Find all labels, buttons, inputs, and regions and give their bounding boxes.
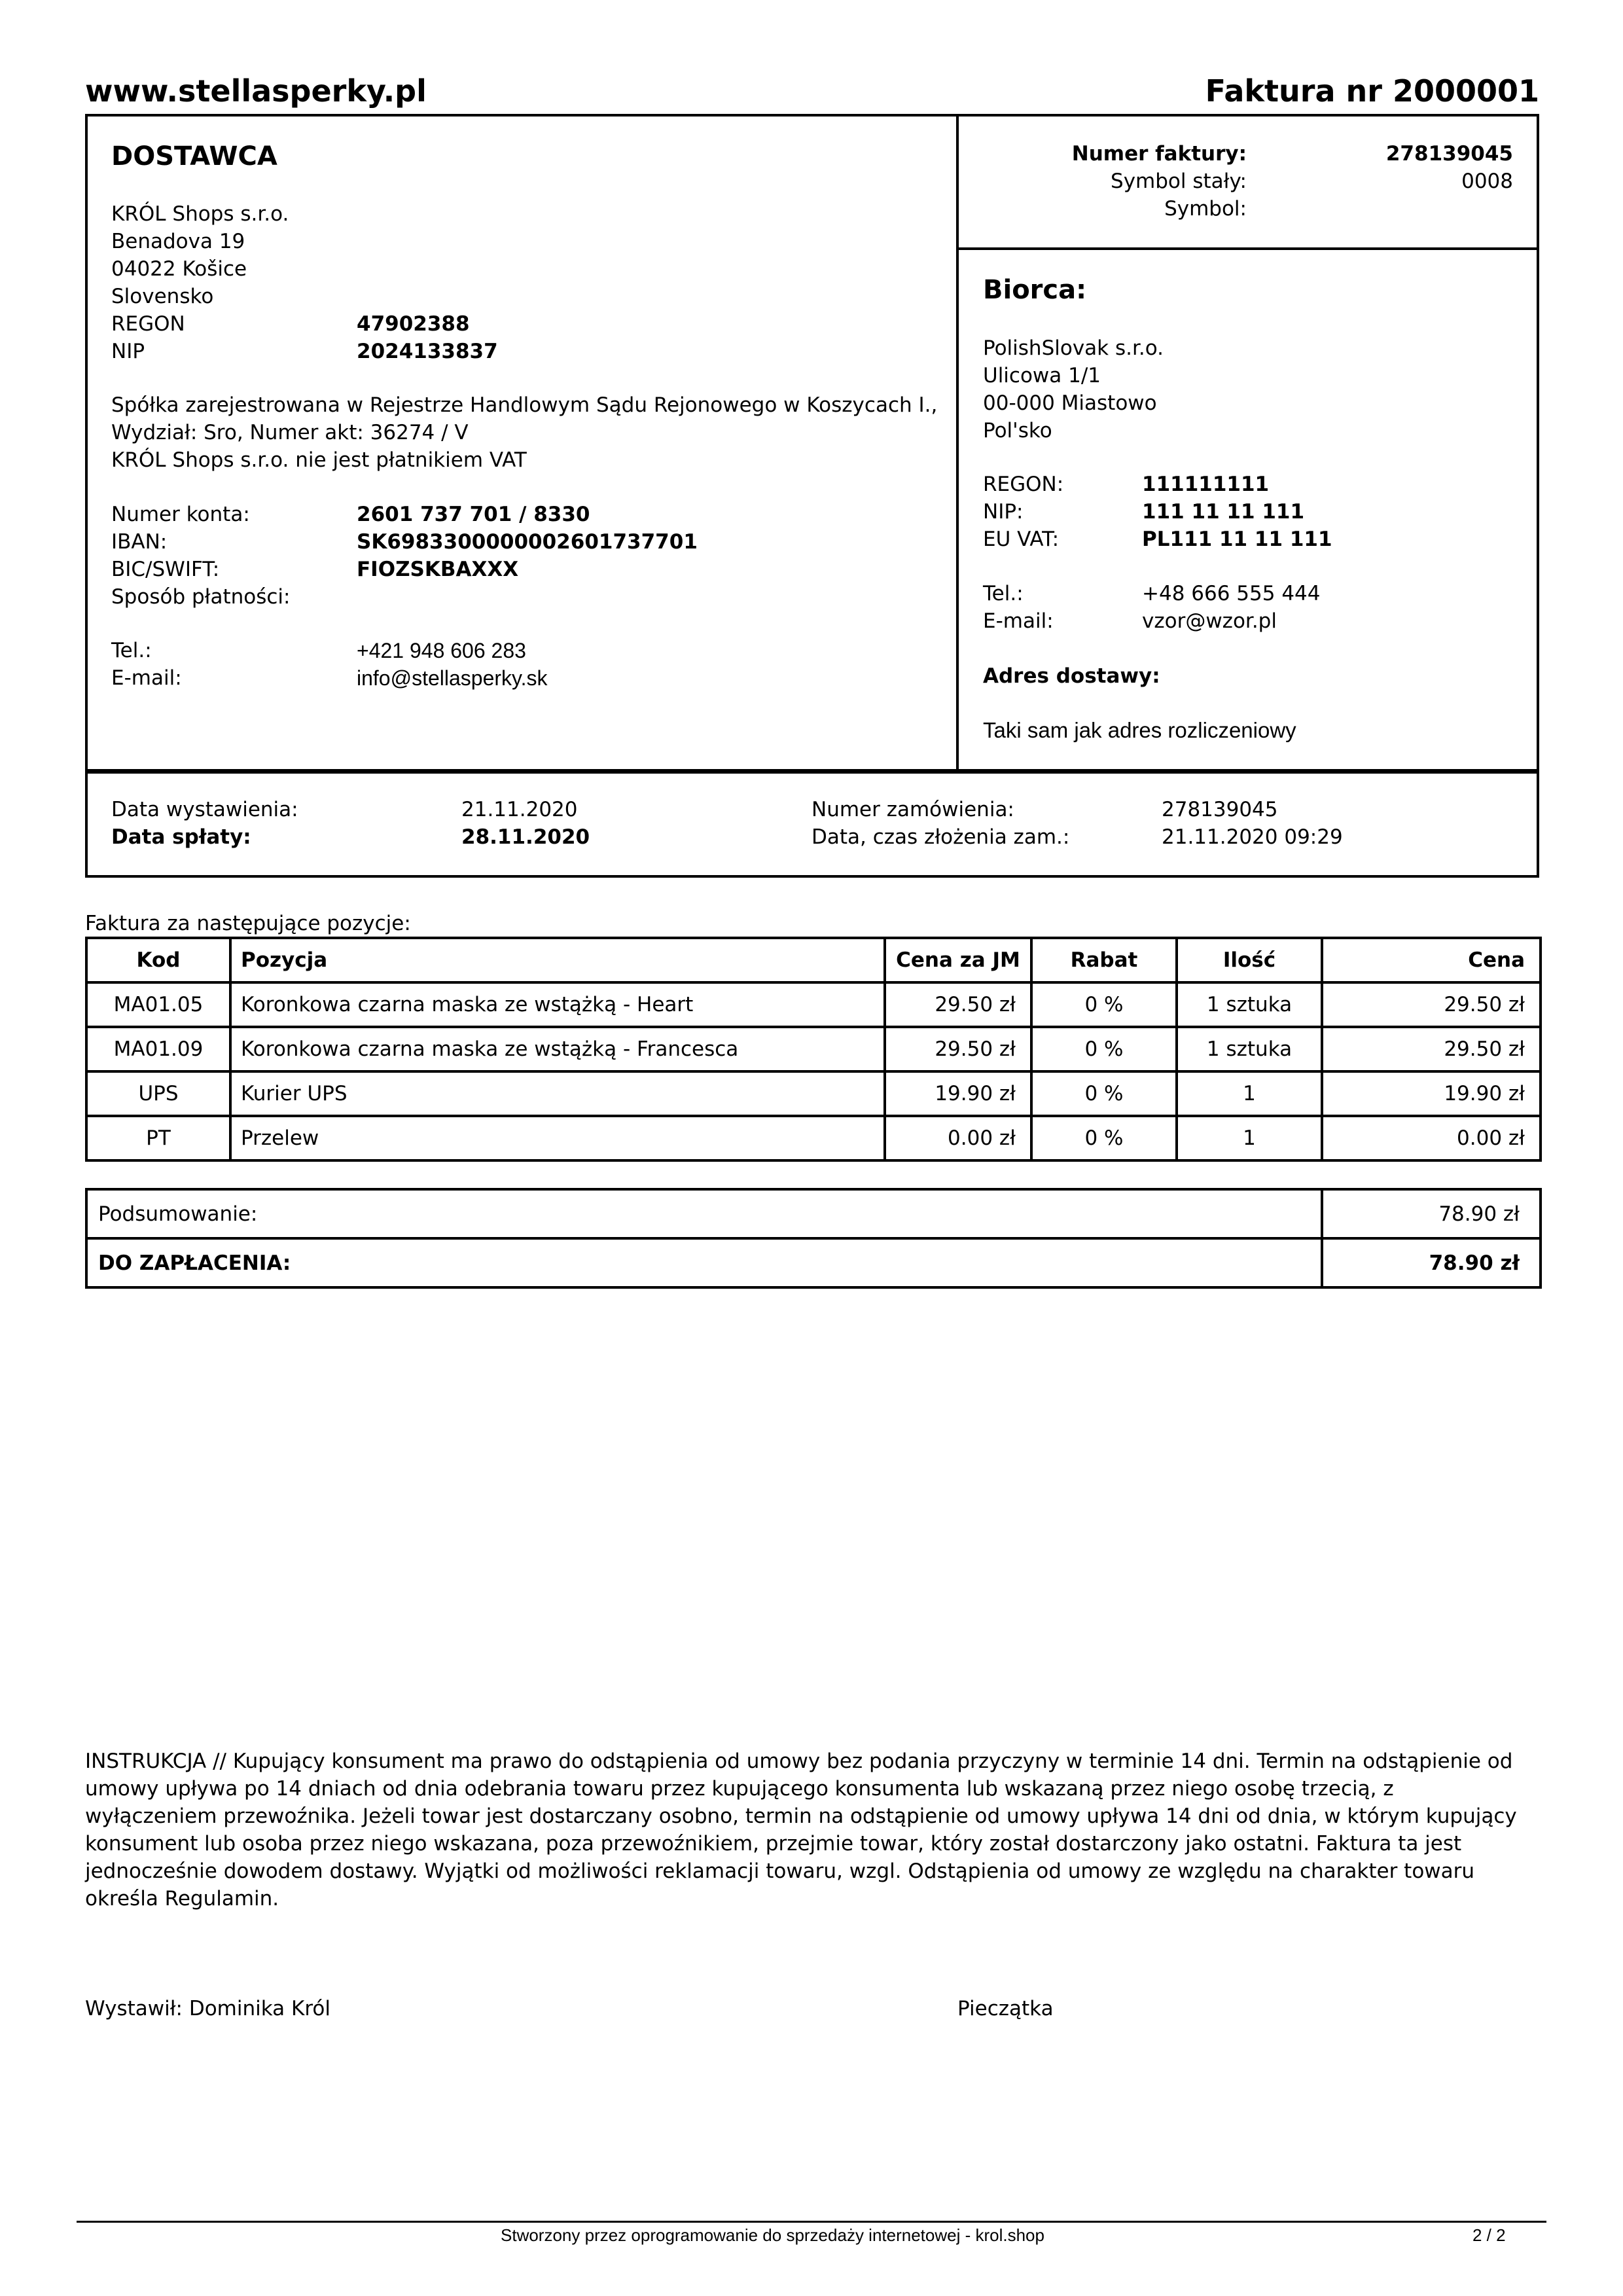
table-header-row <box>86 938 1541 982</box>
cell-code: PT <box>86 1116 230 1160</box>
recipient-country: Pol'sko <box>983 419 1052 442</box>
delivery-address: Taki sam jak adres rozliczeniowy <box>983 718 1296 742</box>
table-row <box>86 982 1541 1027</box>
recipient-name: PolishSlovak s.r.o. <box>983 336 1164 360</box>
items-caption: Faktura za następujące pozycje: <box>85 912 411 935</box>
invoice-number: 278139045 <box>1385 142 1513 166</box>
cell-quantity: 1 <box>1177 1071 1322 1116</box>
table-row <box>86 1071 1541 1116</box>
supplier-email: info@stellasperky.sk <box>357 666 548 690</box>
cell-quantity: 1 <box>1177 1116 1322 1160</box>
cell-price: 0.00 zł <box>1322 1116 1541 1160</box>
issue-date: 21.11.2020 <box>461 798 578 821</box>
invoice-number-label: Numer faktury: <box>1071 142 1247 166</box>
page-number: 2 / 2 <box>1472 2225 1506 2245</box>
order-number-label: Numer zamówienia: <box>812 798 1014 821</box>
cell-unit-price: 19.90 zł <box>885 1071 1031 1116</box>
constant-symbol: 0008 <box>1461 170 1513 193</box>
cell-item: Koronkowa czarna maska ze wstążką - Francesca <box>230 1027 885 1071</box>
cell-discount: 0 % <box>1031 1027 1177 1071</box>
supplier-street: Benadova 19 <box>111 230 245 253</box>
cell-item: Kurier UPS <box>230 1071 885 1116</box>
cell-discount: 0 % <box>1031 1071 1177 1116</box>
supplier-nip: 2024133837 <box>357 340 498 363</box>
total-value: 78.90 zł <box>1322 1238 1541 1287</box>
cell-code: UPS <box>86 1071 230 1116</box>
cell-unit-price: 29.50 zł <box>885 982 1031 1027</box>
table-row <box>86 1116 1541 1160</box>
meta-divider <box>957 247 1538 250</box>
iban-label: IBAN: <box>111 530 168 554</box>
subtotal-value: 78.90 zł <box>1322 1189 1541 1238</box>
instruction-text: INSTRUKCJA // Kupujący konsument ma prawo do odstąpienia od umowy bez podania przyczyny w terminie 14 dni. Termin na odstąpienie od umowy upływa po 14 dniach od dnia odebrania towaru przez kupującego konsumenta lub wskazaną przez niego osobę trzecią, z wyłączeniem przewoźnika. Jeżeli towar jest dostarczany osobno, termin na odstąpienie od umowy upływa 14 dni od dnia, w którym kupujący konsument lub osoba przez niego wskazana, poza przewoźnikiem, przejmie towar, który został dostarczony jako ostatni. Faktura ta jest jednocześnie dowodem dostawy. Wyjątki od możliwości reklamacji towaru, wzgl. Odstąpienia od umowy ze względu na charakter towaru określa Regulamin. <box>85 1749 1517 1910</box>
header-discount: Rabat <box>1031 938 1177 982</box>
recipient-city: 00-000 Miastowo <box>983 391 1157 415</box>
summary-table <box>85 1188 1542 1289</box>
recipient-street: Ulicowa 1/1 <box>983 364 1101 387</box>
total-label: DO ZAPŁACENIA: <box>86 1238 1322 1287</box>
recipient-nip: 111 11 11 111 <box>1142 500 1305 524</box>
supplier-note-3: KRÓL Shops s.r.o. nie jest płatnikiem VAT <box>111 448 527 472</box>
subtotal-label: Podsumowanie: <box>86 1189 1322 1238</box>
due-date-label: Data spłaty: <box>111 825 251 849</box>
subtotal-row <box>86 1189 1541 1238</box>
items-table <box>85 937 1542 1162</box>
cell-code: MA01.05 <box>86 982 230 1027</box>
supplier-regon-label: REGON <box>111 312 185 336</box>
due-date: 28.11.2020 <box>461 825 590 849</box>
cell-discount: 0 % <box>1031 1116 1177 1160</box>
footer-credit: Stworzony przez oprogramowanie do sprzedaży internetowej - krol.shop <box>501 2225 1044 2245</box>
account-number: 2601 737 701 / 8330 <box>357 503 590 526</box>
footer-divider <box>77 2221 1546 2223</box>
cell-unit-price: 29.50 zł <box>885 1027 1031 1071</box>
supplier-nip-label: NIP <box>111 340 145 363</box>
order-time: 21.11.2020 09:29 <box>1162 825 1343 849</box>
supplier-country: Slovensko <box>111 285 214 308</box>
supplier-email-label: E-mail: <box>111 666 182 690</box>
cell-code: MA01.09 <box>86 1027 230 1071</box>
cell-price: 29.50 zł <box>1322 1027 1541 1071</box>
stamp-label: Pieczątka <box>957 1997 1054 2020</box>
delivery-address-heading: Adres dostawy: <box>983 664 1160 688</box>
cell-unit-price: 0.00 zł <box>885 1116 1031 1160</box>
supplier-city: 04022 Košice <box>111 257 247 281</box>
issued-by: Wystawił: Dominika Król <box>85 1997 330 2020</box>
recipient-nip-label: NIP: <box>983 500 1024 524</box>
cell-item: Przelew <box>230 1116 885 1160</box>
header-unit-price: Cena za JM <box>885 938 1031 982</box>
header-item: Pozycja <box>230 938 885 982</box>
total-row <box>86 1238 1541 1287</box>
recipient-email: vzor@wzor.pl <box>1142 609 1277 633</box>
supplier-note-2: Wydział: Sro, Numer akt: 36274 / V <box>111 421 469 444</box>
cell-quantity: 1 sztuka <box>1177 982 1322 1027</box>
header-price: Cena <box>1322 938 1541 982</box>
iban-value: SK6983300000002601737701 <box>357 530 698 554</box>
header-code: Kod <box>86 938 230 982</box>
site-url: www.stellasperky.pl <box>85 73 427 109</box>
recipient-tel: +48 666 555 444 <box>1142 582 1321 605</box>
constant-symbol-label: Symbol stały: <box>1111 170 1247 193</box>
recipient-heading: Biorca: <box>983 275 1087 305</box>
payment-method-label: Sposób płatności: <box>111 585 291 609</box>
supplier-note-1: Spółka zarejestrowana w Rejestrze Handlowym Sądu Rejonowego w Koszycach I., <box>111 393 938 417</box>
cell-price: 29.50 zł <box>1322 982 1541 1027</box>
supplier-tel-label: Tel.: <box>111 639 152 662</box>
bic-value: FIOZSKBAXXX <box>357 558 519 581</box>
recipient-tel-label: Tel.: <box>983 582 1024 605</box>
symbol-label: Symbol: <box>1164 197 1247 221</box>
recipient-euvat-label: EU VAT: <box>983 528 1060 551</box>
cell-item: Koronkowa czarna maska ze wstążką - Heart <box>230 982 885 1027</box>
parties-divider <box>956 114 959 771</box>
recipient-email-label: E-mail: <box>983 609 1054 633</box>
cell-discount: 0 % <box>1031 982 1177 1027</box>
header-quantity: Ilość <box>1177 938 1322 982</box>
table-row <box>86 1027 1541 1071</box>
supplier-name: KRÓL Shops s.r.o. <box>111 202 289 226</box>
invoice-header <box>85 73 1539 113</box>
supplier-tel: +421 948 606 283 <box>357 639 526 662</box>
invoice-title: Faktura nr 2000001 <box>1205 73 1539 109</box>
issue-date-label: Data wystawienia: <box>111 798 298 821</box>
account-label: Numer konta: <box>111 503 250 526</box>
bic-label: BIC/SWIFT: <box>111 558 220 581</box>
cell-price: 19.90 zł <box>1322 1071 1541 1116</box>
recipient-regon-label: REGON: <box>983 473 1064 496</box>
order-number: 278139045 <box>1162 798 1278 821</box>
supplier-heading: DOSTAWCA <box>111 141 277 171</box>
order-time-label: Data, czas złożenia zam.: <box>812 825 1070 849</box>
cell-quantity: 1 sztuka <box>1177 1027 1322 1071</box>
recipient-euvat: PL111 11 11 111 <box>1142 528 1332 551</box>
supplier-regon: 47902388 <box>357 312 470 336</box>
recipient-regon: 111111111 <box>1142 473 1270 496</box>
